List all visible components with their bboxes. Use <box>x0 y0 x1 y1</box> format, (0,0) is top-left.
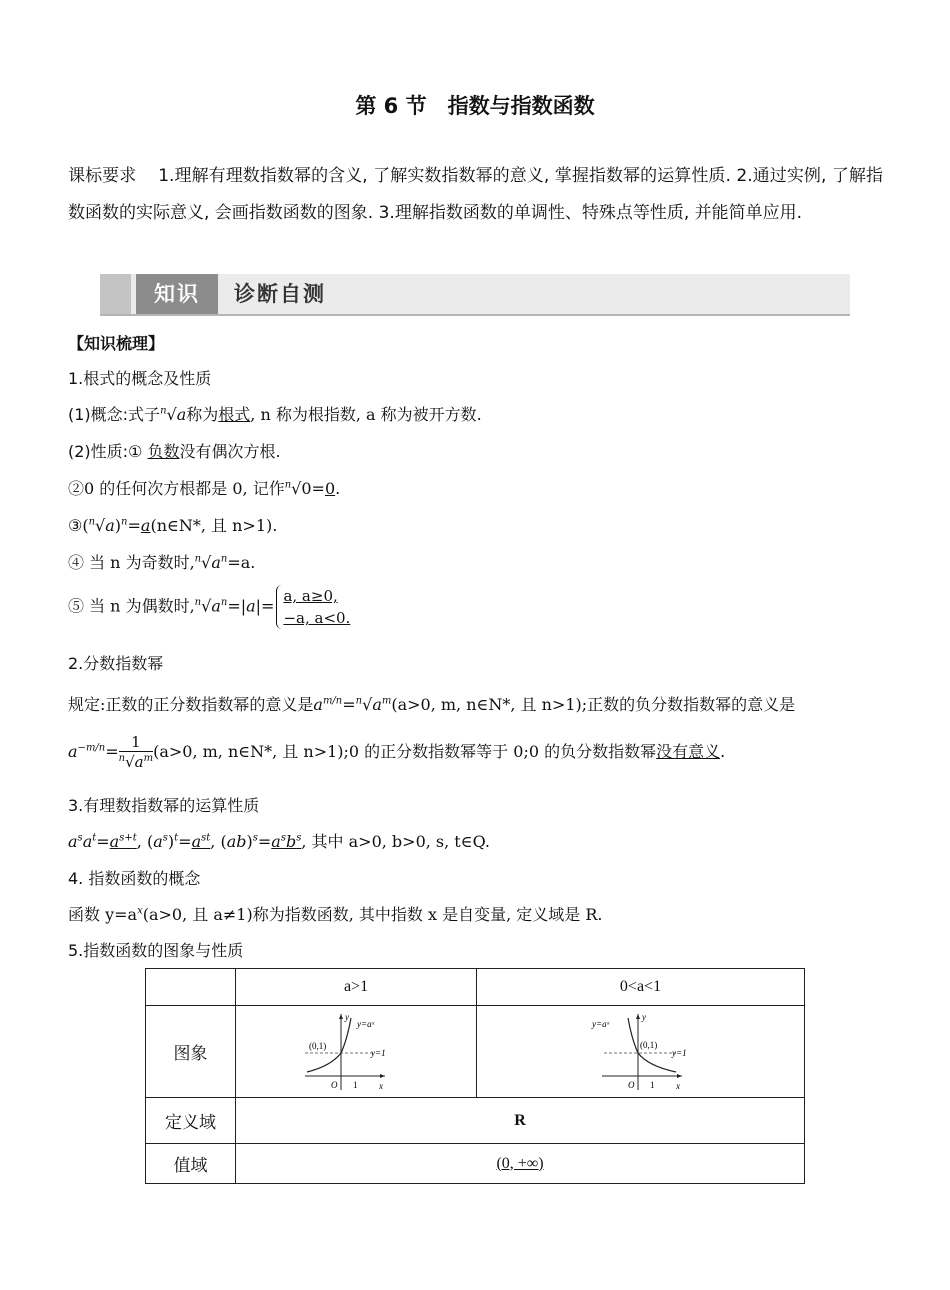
s4-heading: 4. 指数函数的概念 <box>68 869 201 888</box>
s3-heading: 3.有理数指数幂的运算性质 <box>68 796 260 815</box>
s1-p4: ④ 当 n 为奇数时$,^n√a^n=a$. <box>68 553 256 572</box>
header-a-lt-1: 0<a<1 <box>477 969 805 1006</box>
row-label-domain: 定义域 <box>146 1098 236 1144</box>
page-title: 第 6 节 指数与指数函数 <box>355 94 595 118</box>
svg-text:y=aˣ: y=aˣ <box>591 1018 609 1029</box>
row-label-graph: 图象 <box>146 1006 236 1098</box>
graph-increasing <box>301 1010 411 1094</box>
knowledge-heading: 【知识梳理】 <box>68 334 165 353</box>
svg-text:1: 1 <box>649 1079 654 1090</box>
term-meaningless: 没有意义 <box>656 742 721 761</box>
term-radical: 根式 <box>218 405 251 424</box>
s1-p5: ⑤ 当 n 为偶数时$,^n√a^n=|a|= \frac{a, a\ge 0,}{-a, a<0.}$ <box>68 587 351 627</box>
term-negative: 负数 <box>147 442 180 461</box>
s2-heading: 2.分数指数幂 <box>68 654 164 673</box>
graph-decreasing-cell <box>477 1006 805 1098</box>
svg-text:O: O <box>331 1079 338 1090</box>
range-value: (0, +∞) <box>236 1144 805 1184</box>
curriculum-requirements <box>68 158 883 232</box>
domain-value: R <box>236 1098 805 1144</box>
s1-property: (2)性质:① 负数没有偶次方根. <box>68 442 281 461</box>
s1-p2: ②0 的任何次方根都是 0, 记作$^n$√0=0. <box>68 479 341 498</box>
s2-rule2: $a^{-m/n}=$ $\frac{1}{^n√a^m}$ (a>0, m, n∈N*, 且 n>1);0 的正分数指数幂等于 0;0 的负分数指数幂没有意义. <box>68 733 726 771</box>
s4-text: 函数 $y=a^x(a>0$, 且 a≠1)称为指数函数, 其中指数 x 是自变量, 定义域是 R. <box>68 905 603 924</box>
exp-function-table <box>145 968 805 1184</box>
s5-heading: 5.指数函数的图象与性质 <box>68 941 244 960</box>
s1-concept: (1)概念:式子$^n$√a称为根式, n 称为根指数, a 称为被开方数. <box>68 405 482 424</box>
svg-text:y=1: y=1 <box>371 1047 386 1058</box>
svg-text:x: x <box>675 1080 680 1091</box>
s3-rules: $a^sa^t=a^{s+t}$, $(a^s)^t=a^{st}$, $(ab)^s=a^sb^s$, 其中 a>0, b>0, s, t∈Q. <box>68 832 490 851</box>
s1-heading: 1.根式的概念及性质 <box>68 369 212 388</box>
svg-text:y=aˣ: y=aˣ <box>357 1018 375 1029</box>
s1-p3: $③(^n√a)^n=a(n\in N*$, 且 n>1). <box>68 516 278 535</box>
banner-left: 知识 <box>136 274 218 314</box>
curriculum-label: 课标要求 <box>68 166 137 186</box>
svg-text:(0,1): (0,1) <box>639 1039 657 1050</box>
header-a-gt-1: a>1 <box>236 969 477 1006</box>
svg-text:x: x <box>379 1080 383 1091</box>
banner-stripe <box>100 274 131 314</box>
graph-decreasing <box>586 1010 696 1094</box>
row-label-range: 值域 <box>146 1144 236 1184</box>
graph-increasing-cell <box>236 1006 477 1098</box>
svg-text:O: O <box>627 1079 634 1090</box>
svg-text:1: 1 <box>353 1079 358 1090</box>
svg-text:y: y <box>641 1011 646 1022</box>
svg-text:y=1: y=1 <box>671 1047 687 1058</box>
svg-text:y: y <box>345 1011 349 1022</box>
svg-text:(0,1): (0,1) <box>309 1040 327 1051</box>
s2-rule: 规定:正数的正分数指数幂的意义是$a^{m/n}=^n√a^m(a>0$, m, n∈N*, 且 n>1);正数的负分数指数幂的意义是 <box>68 695 796 714</box>
section-banner <box>100 274 850 316</box>
banner-right: 诊断自测 <box>234 282 326 306</box>
table-corner <box>146 969 236 1006</box>
curriculum-text: 1.理解有理数指数幂的含义, 了解实数指数幂的意义, 掌握指数幂的运算性质. 2.通过实例, 了解指数函数的实际意义, 会画指数函数的图象. 3.理解指数函数的单调性、特殊点等性质, 并能简单应用. <box>68 166 883 223</box>
